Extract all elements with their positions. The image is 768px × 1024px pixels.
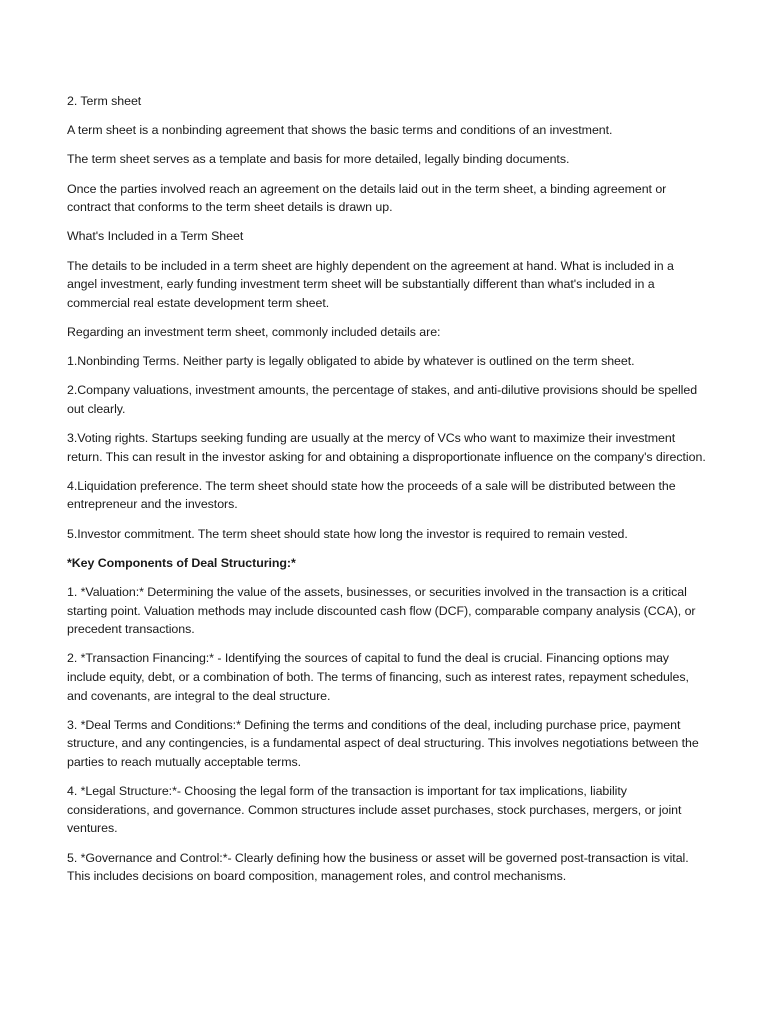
list-item-nonbinding-terms: 1.Nonbinding Terms. Neither party is legally obligated to abide by whatever is outlined on the term sheet. (67, 354, 635, 369)
list-item-investor-commitment: 5.Investor commitment. The term sheet should state how long the investor is required to remain vested. (67, 526, 628, 541)
list-item-valuation: 1. *Valuation:* Determining the value of the assets, businesses, or securities involved in the transaction is a critical starting point. Valuation methods may include discounted cash flow (DCF), comparable company analysis (CCA), or precedent transactions. (67, 585, 696, 637)
subheading-whats-included: What's Included in a Term Sheet (67, 229, 244, 244)
list-item-governance-control: 5. *Governance and Control:*- Clearly defining how the business or asset will be governed post-transaction is vital. This includes decisions on board composition, management roles, and control mechanisms. (67, 850, 689, 884)
paragraph-template: The term sheet serves as a template and basis for more detailed, legally binding documents. (67, 152, 570, 167)
list-item-deal-terms: 3. *Deal Terms and Conditions:* Defining the terms and conditions of the deal, including purchase price, payment structure, and any contingencies, is a fundamental aspect of deal structuring. This involves negotiations between the parties to reach mutually acceptable terms. (67, 717, 699, 769)
list-item-liquidation-preference: 4.Liquidation preference. The term sheet should state how the proceeds of a sale will be distributed between the entrepreneur and the investors. (67, 478, 676, 512)
paragraph-commonly-included: Regarding an investment term sheet, commonly included details are: (67, 324, 441, 339)
paragraph-definition: A term sheet is a nonbinding agreement that shows the basic terms and conditions of an investment. (67, 123, 613, 138)
heading-key-components: *Key Components of Deal Structuring:* (67, 555, 296, 570)
section-heading-term-sheet: 2. Term sheet (67, 94, 142, 108)
list-item-legal-structure: 4. *Legal Structure:*- Choosing the legal form of the transaction is important for tax implications, liability considerations, and governance. Common structures include asset purchases, stock purchases, mergers, or joint ventures. (67, 784, 682, 836)
document-page (67, 92, 707, 896)
paragraph-details-dependent: The details to be included in a term sheet are highly dependent on the agreement at hand. What is included in a angel investment, early funding investment term sheet will be substantially different than what's included in a commercial real estate development term sheet. (67, 258, 674, 310)
list-item-transaction-financing: 2. *Transaction Financing:* - Identifying the sources of capital to fund the deal is crucial. Financing options may include equity, debt, or a combination of both. The terms of financing, such as interest rates, repayment schedules, and covenants, are integral to the deal structure. (67, 651, 689, 703)
paragraph-binding-agreement: Once the parties involved reach an agreement on the details laid out in the term sheet, a binding agreement or contract that conforms to the term sheet details is drawn up. (67, 181, 667, 215)
list-item-company-valuations: 2.Company valuations, investment amounts, the percentage of stakes, and anti-dilutive provisions should be spelled out clearly. (67, 383, 698, 416)
list-item-voting-rights: 3.Voting rights. Startups seeking funding are usually at the mercy of VCs who want to maximize their investment return. This can result in the investor asking for and obtaining a disproportionate influence on the company's direction. (67, 431, 706, 464)
